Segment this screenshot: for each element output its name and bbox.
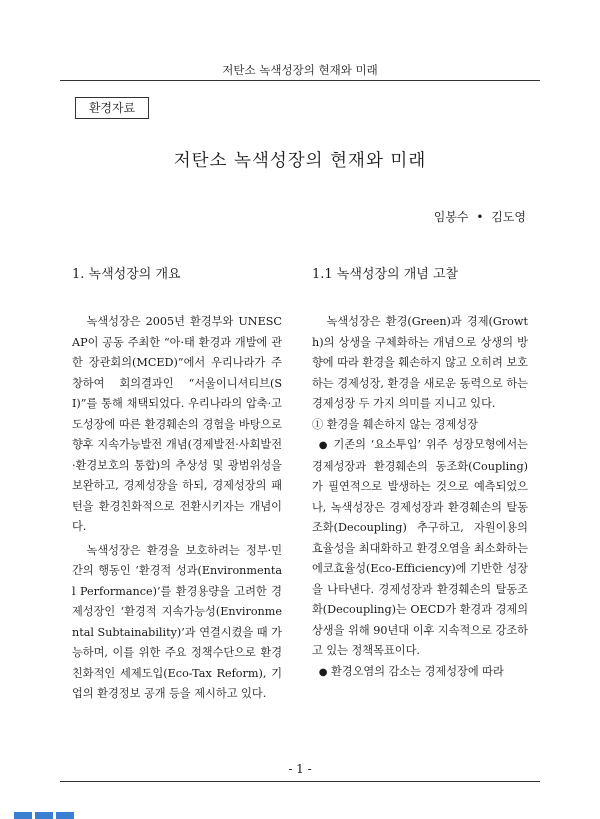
numbered-item-1: ① 환경을 훼손하지 않는 경제성장 <box>312 417 478 431</box>
bullet-text: 환경오염의 감소는 경제성장에 따라 <box>331 664 504 678</box>
footer-logo <box>14 812 74 819</box>
right-column <box>312 263 528 683</box>
left-column <box>72 263 282 705</box>
bullet-text: 기존의 ‘요소투입’ 위주 성장모형에서는 경제성장과 환경훼손의 동조화(Coupling)가 필연적으로 발생하는 것으로 예측되었으나, 녹색성장은 경제성장과 환경훼손의 탈동조화(Decoupling) 추구하고, 자원이용의 효율성을 최대화하고 환경오염을 최소화하는 에코효율성(Eco-Efficiency)에 기반한 성장을 나타낸다. 경제성장과 환경훼손의 탈동조화(Decoupling)는 OECD가 환경과 경제의 상생을 위해 90년대 이후 지속적으로 강조하고 있는 정책목표이다. <box>312 438 529 657</box>
bullet-icon: ● <box>318 666 328 678</box>
bullet-list <box>312 435 528 683</box>
header-rule <box>60 80 540 81</box>
list-item <box>312 435 528 662</box>
page-title: 저탄소 녹색성장의 현재와 미래 <box>173 151 427 171</box>
bullet-icon: ● <box>318 440 329 451</box>
page-number: - 1 - <box>288 762 312 776</box>
footer-rule <box>60 781 540 782</box>
paragraph-performance: 녹색성장은 환경을 보호하려는 정부·민간의 행동인 ‘환경적 성과(Environmental Performance)’를 환경용량을 고려한 경제성장인 ‘환경적 지속가능성(Environmental Subtainability)’과 연결시켰을 때 가능하며, 이를 위한 주요 정책수단으로 환경친화적인 세제도입(Eco-Tax Reform), 기업의 환경정보 공개 등을 제시하고 있다. <box>72 543 282 700</box>
paragraph-intro: 녹색성장은 2005년 환경부와 UNESCAP이 공동 주최한 “아·태 환경과 개발에 관한 장관회의(MCED)”에서 우리나라가 주창하여 회의결과인 “서울이니셔티브(SI)”를 통해 채택되었다. 우리나라의 압축·고도성장에 따른 환경훼손의 경험을 바탕으로 향후 지속가능발전 개념(경제발전·사회발전·환경보호의 통합)의 추상성 및 광범위성을 보완하고, 경제성장을 하되, 경제성장의 패턴을 환경친화적으로 전환시키자는 개념이다. <box>72 315 282 533</box>
section-heading-1: 1. 녹색성장의 개요 <box>72 267 181 282</box>
section-heading-1-1: 1.1 녹색성장의 개념 고찰 <box>312 267 459 282</box>
category-label: 환경자료 <box>75 97 149 119</box>
authors: 임봉수 • 김도영 <box>433 210 526 224</box>
paragraph-concept: 녹색성장은 환경(Green)과 경제(Growth)의 상생을 구체화하는 개념으로 상생의 방향에 따라 환경을 훼손하지 않고 오히려 보호하는 경제성장, 환경을 새로운 동력으로 하는 경제성장 두 가지 의미를 지니고 있다. <box>312 315 528 410</box>
running-header: 저탄소 녹색성장의 현재와 미래 <box>222 63 378 77</box>
list-item <box>312 662 528 684</box>
